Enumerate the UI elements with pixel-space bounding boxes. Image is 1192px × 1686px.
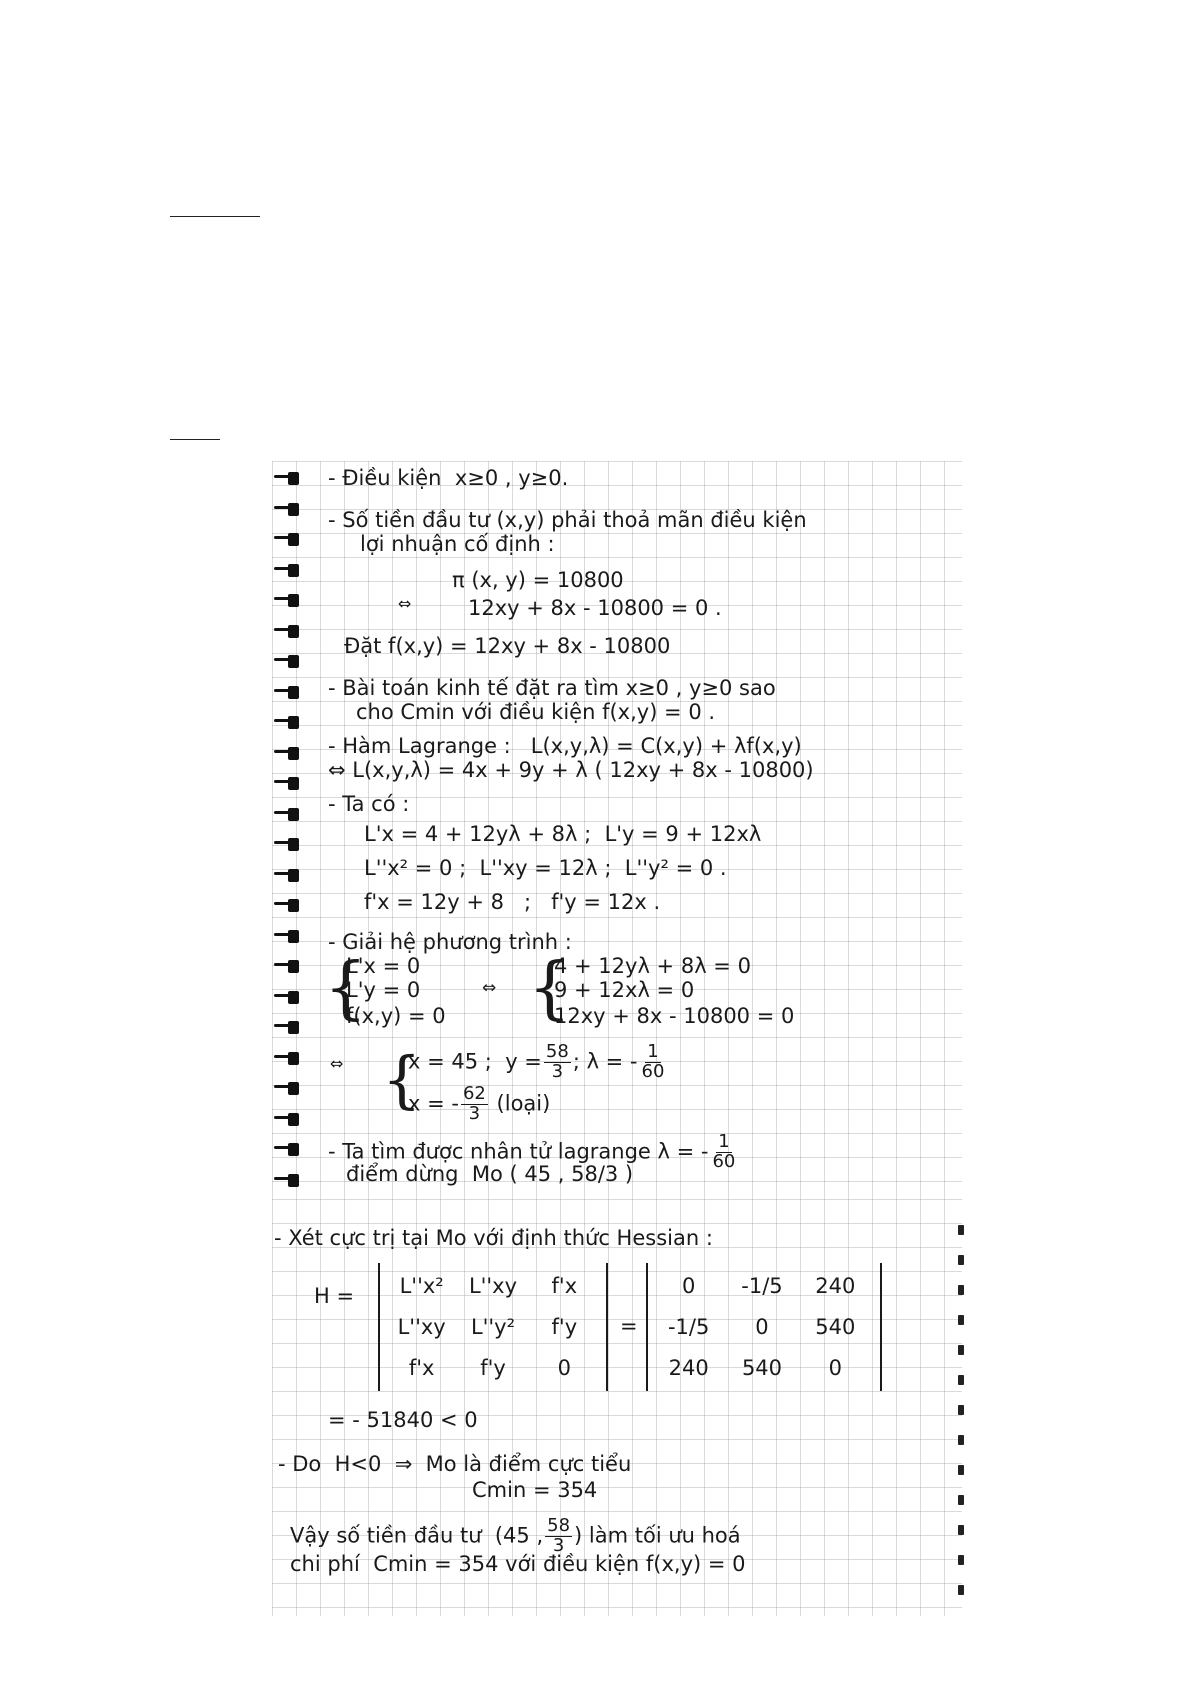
matrix-cell: 0 <box>755 1314 769 1339</box>
multiplier-line: - Ta tìm được nhân tử lagrange λ = - $\frac{1}{60}$ <box>328 1131 736 1172</box>
spiral-ring <box>274 959 300 975</box>
matrix-cell: f'x <box>551 1273 578 1298</box>
spiral-ring <box>274 898 300 914</box>
constraint-equation: 12xy + 8x - 10800 = 0 . <box>468 596 722 620</box>
spiral-ring <box>274 1051 300 1067</box>
equivalence-arrow: ⇔ <box>330 1054 344 1073</box>
spiral-ring <box>274 837 300 853</box>
matrix-cell: -1/5 <box>741 1273 783 1298</box>
edge-mark <box>958 1465 964 1475</box>
solution-brace: { <box>382 1043 422 1116</box>
we-have-line: - Ta có : <box>328 792 410 816</box>
equivalence-arrow: ⇔ <box>398 594 412 613</box>
profit-line: lợi nhuận cố định : <box>360 532 555 556</box>
spiral-ring <box>274 563 300 579</box>
system-expanded-2: 9 + 12xλ = 0 <box>554 978 695 1002</box>
system-brace-right: { <box>528 949 572 1028</box>
edge-mark <box>958 1585 964 1595</box>
notebook-page-bottom <box>272 1199 962 1616</box>
define-f-line: Đặt f(x,y) = 12xy + 8x - 10800 <box>344 634 671 658</box>
problem-line: - Bài toán kinh tế đặt ra tìm x≥0 , y≥0 sao <box>328 676 776 700</box>
spiral-ring <box>274 929 300 945</box>
lagrange-line: - Hàm Lagrange : L(x,y,λ) = C(x,y) + λf(x,y) <box>328 734 802 758</box>
spiral-ring <box>274 715 300 731</box>
edge-mark <box>958 1315 964 1325</box>
edge-mark <box>958 1435 964 1445</box>
spiral-ring <box>274 1081 300 1097</box>
equivalence-arrow: ⇔ <box>482 978 497 998</box>
system-eq-2: L'y = 0 <box>346 978 421 1002</box>
determinant-bar <box>378 1263 380 1391</box>
edge-mark <box>958 1495 964 1505</box>
conclusion-line: - Do H<0 ⇒ Mo là điểm cực tiểu <box>278 1452 632 1476</box>
spiral-ring <box>274 593 300 609</box>
stationary-point-line: điểm dừng Mo ( 45 , 58/3 ) <box>346 1162 634 1186</box>
equals-sign: = <box>620 1314 638 1338</box>
header-rule-short <box>170 439 220 440</box>
edge-mark <box>958 1555 964 1565</box>
investment-line: - Số tiền đầu tư (x,y) phải thoả mãn điều kiện <box>328 508 807 532</box>
fraction: $\frac{62}{3}$ <box>462 1083 486 1124</box>
determinant-bar <box>880 1263 882 1391</box>
solution-line-1: x = 45 ; y = $\frac{58}{3}$ ; λ = - $\frac{1}{60}$ <box>408 1041 665 1082</box>
notebook-page-top <box>272 461 962 1199</box>
matrix-cell: f'y <box>551 1314 578 1339</box>
matrix-cell: 0 <box>681 1273 696 1298</box>
matrix-cell: -1/5 <box>667 1314 710 1339</box>
spiral-ring <box>274 471 300 487</box>
first-derivatives: L'x = 4 + 12yλ + 8λ ; L'y = 9 + 12xλ <box>364 822 762 846</box>
hessian-value: = - 51840 < 0 <box>328 1408 478 1432</box>
edge-mark <box>958 1225 964 1235</box>
page-edge-marks <box>956 1199 964 1616</box>
matrix-cell: f'y <box>480 1356 506 1381</box>
fraction: $\frac{1}{60}$ <box>641 1041 665 1082</box>
spiral-ring <box>274 990 300 1006</box>
matrix-cell: 240 <box>815 1273 856 1298</box>
spiral-ring <box>274 1020 300 1036</box>
lagrange-expanded: ⇔ L(x,y,λ) = 4x + 9y + λ ( 12xy + 8x - 10800) <box>328 758 814 782</box>
cmin-line: Cmin = 354 <box>472 1478 598 1502</box>
spiral-ring <box>274 624 300 640</box>
spiral-ring <box>274 746 300 762</box>
fraction: $\frac{58}{3}$ <box>545 1041 569 1082</box>
profit-equation: π (x, y) = 10800 <box>452 568 624 592</box>
problem-line-2: cho Cmin với điều kiện f(x,y) = 0 . <box>356 700 716 724</box>
matrix-cell: f'x <box>408 1356 435 1381</box>
edge-mark <box>958 1375 964 1385</box>
determinant-bar <box>646 1263 648 1391</box>
matrix-cell: L''x² <box>399 1273 444 1298</box>
final-line-2: chi phí Cmin = 354 với điều kiện f(x,y) = 0 <box>290 1552 746 1576</box>
f-derivatives: f'x = 12y + 8 ; f'y = 12x . <box>364 890 661 914</box>
hessian-intro-line: - Xét cực trị tại Mo với định thức Hessian : <box>274 1226 713 1250</box>
matrix-cell: L''xy <box>468 1273 518 1298</box>
fraction: $\frac{1}{60}$ <box>712 1131 736 1172</box>
header-rule <box>170 216 260 217</box>
spiral-ring <box>274 807 300 823</box>
condition-line: - Điều kiện x≥0 , y≥0. <box>328 466 569 490</box>
system-eq-3: f(x,y) = 0 <box>346 1004 446 1028</box>
solution-line-2: x = - $\frac{62}{3}$ (loại) <box>408 1083 551 1124</box>
system-expanded-3: 12xy + 8x - 10800 = 0 <box>554 1004 795 1028</box>
spiral-ring <box>274 532 300 548</box>
matrix-cell: L''xy <box>397 1314 446 1339</box>
spiral-ring <box>274 685 300 701</box>
system-expanded-1: 4 + 12yλ + 8λ = 0 <box>554 954 751 978</box>
edge-mark <box>958 1255 964 1265</box>
edge-mark <box>958 1405 964 1415</box>
system-brace-left: { <box>324 949 368 1028</box>
matrix-cell: 240 <box>668 1356 709 1381</box>
spiral-ring <box>274 868 300 884</box>
solve-system-line: - Giải hệ phương trình : <box>328 930 572 954</box>
edge-mark <box>958 1345 964 1355</box>
fraction: $\frac{58}{3}$ <box>547 1515 571 1556</box>
final-line-1: Vậy số tiền đầu tư (45 , $\frac{58}{3}$ ) làm tối ưu hoá <box>290 1515 741 1556</box>
spiral-ring <box>274 654 300 670</box>
spiral-ring <box>274 1142 300 1158</box>
matrix-cell: L''y² <box>470 1314 516 1339</box>
system-eq-1: L'x = 0 <box>346 954 421 978</box>
edge-mark <box>958 1285 964 1295</box>
determinant-bar <box>606 1263 608 1391</box>
hessian-label: H = <box>314 1284 355 1308</box>
matrix-cell: 540 <box>815 1314 856 1339</box>
spiral-ring <box>274 502 300 518</box>
matrix-cell: 0 <box>557 1356 572 1381</box>
hessian-numeric <box>652 1265 872 1389</box>
spiral-binding <box>272 461 302 1199</box>
spiral-ring <box>274 776 300 792</box>
spiral-ring <box>274 1173 300 1189</box>
matrix-cell: 540 <box>741 1356 783 1381</box>
spiral-ring <box>274 1112 300 1128</box>
edge-mark <box>958 1525 964 1535</box>
second-derivatives: L''x² = 0 ; L''xy = 12λ ; L''y² = 0 . <box>364 856 727 880</box>
hessian-symbolic <box>386 1265 600 1389</box>
matrix-cell: 0 <box>828 1356 843 1381</box>
